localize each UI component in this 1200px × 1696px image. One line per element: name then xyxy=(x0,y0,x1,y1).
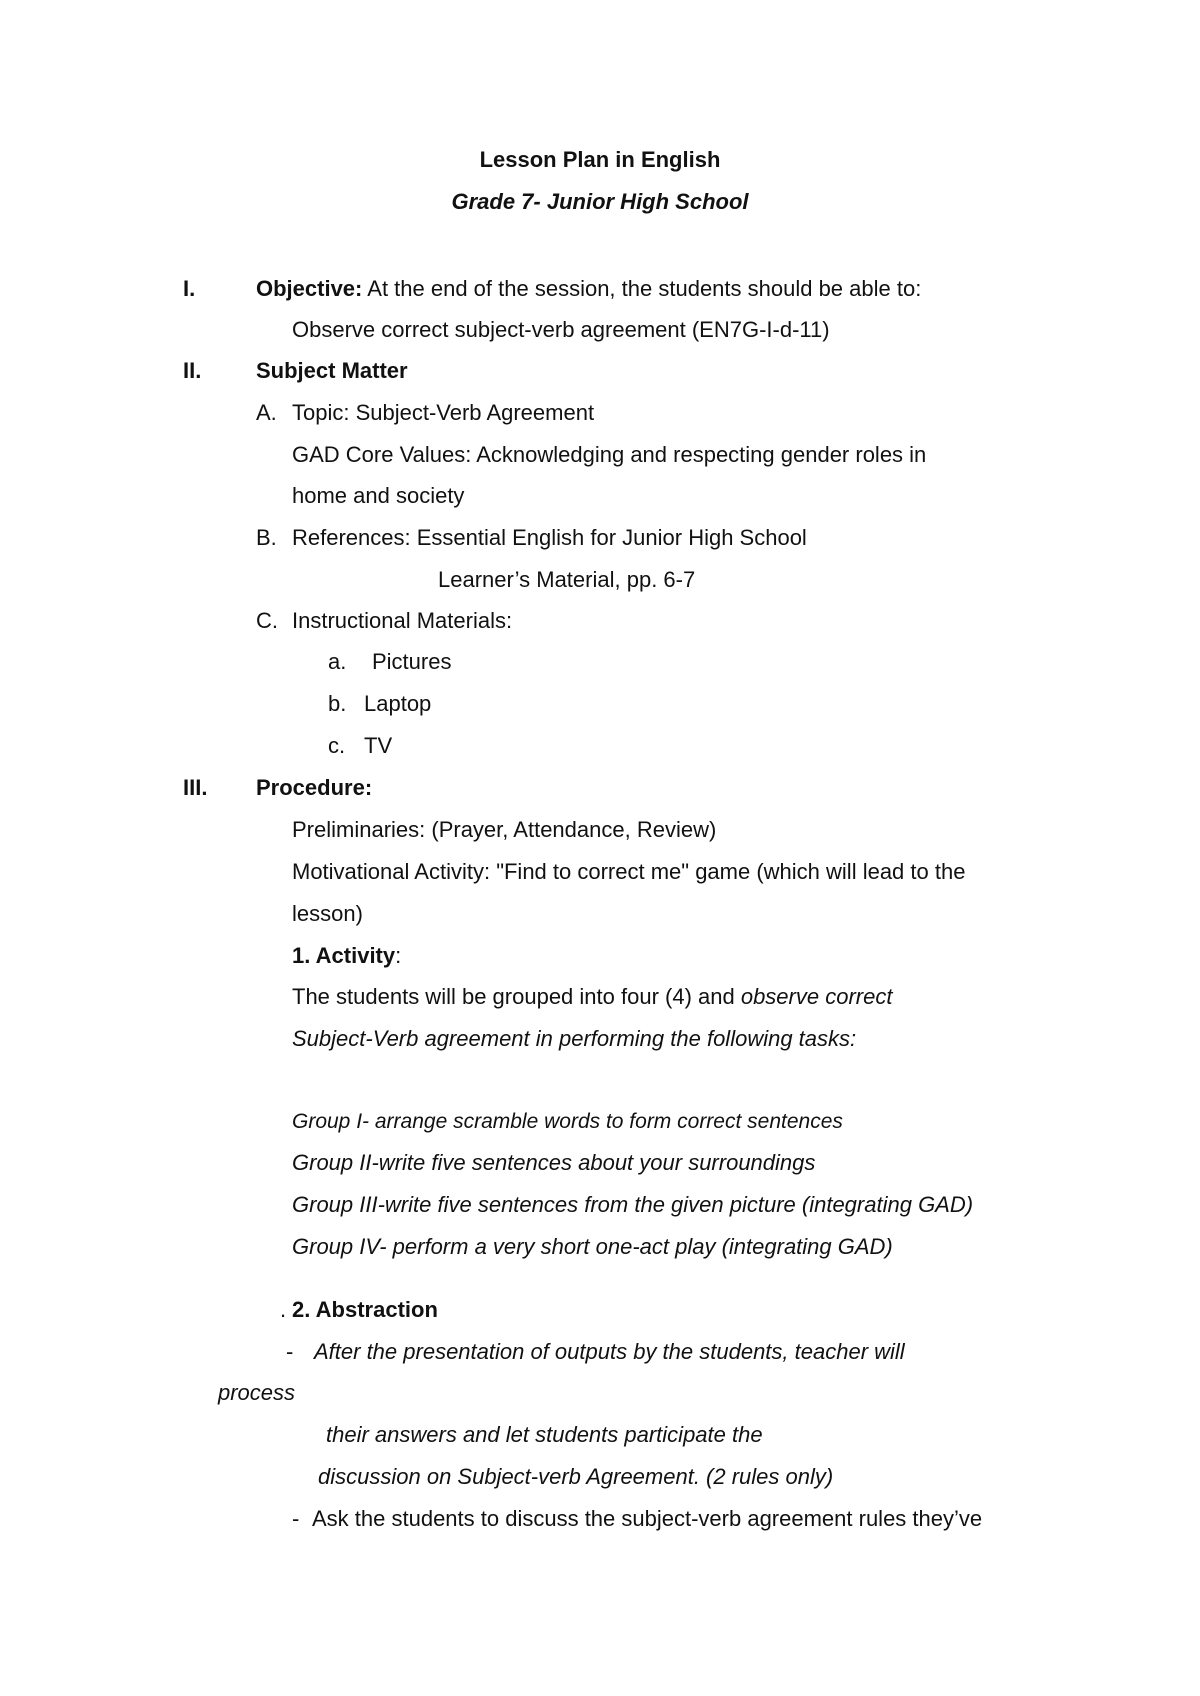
objective-text: At the end of the session, the students should be able to: xyxy=(362,276,922,301)
group-task: Group I- arrange scramble words to form correct sentences xyxy=(292,1110,843,1133)
procedure-heading: Procedure: xyxy=(256,775,373,800)
references-letter: B. xyxy=(256,525,277,550)
gad-values-line1: GAD Core Values: Acknowledging and respecting gender roles in xyxy=(292,442,927,467)
abstraction-heading: 2. Abstraction xyxy=(292,1297,438,1322)
objective-line xyxy=(256,275,921,303)
group-task: Group III-write five sentences from the given picture (integrating GAD) xyxy=(292,1192,974,1217)
activity-line1-italic: observe correct xyxy=(740,984,893,1009)
material-item-letter: b. xyxy=(328,691,347,716)
group-task: Group II-write five sentences about your surroundings xyxy=(292,1150,816,1175)
gad-values-line2: home and society xyxy=(292,483,465,508)
motivation-line1: Motivational Activity: "Find to correct me" game (which will lead to the xyxy=(292,859,966,884)
material-item: TV xyxy=(364,733,393,758)
objective-label: Objective: xyxy=(256,276,363,301)
abstraction-line3: their answers and let students participate the xyxy=(326,1422,763,1447)
section-numeral-objective: I. xyxy=(183,276,196,301)
material-item-letter: c. xyxy=(328,733,346,758)
material-item: Pictures xyxy=(372,649,452,674)
abstraction-line2: process xyxy=(218,1380,296,1405)
references-text: References: Essential English for Junior High School xyxy=(292,525,807,550)
page-subtitle: Grade 7- Junior High School xyxy=(451,189,749,214)
abstraction-dash: - xyxy=(292,1506,300,1531)
references-continued: Learner’s Material, pp. 6-7 xyxy=(438,567,696,592)
abstraction-line1: After the presentation of outputs by the students, teacher will xyxy=(314,1339,905,1364)
topic-text: Topic: Subject-Verb Agreement xyxy=(292,400,595,425)
group-task: Group IV- perform a very short one-act play (integrating GAD) xyxy=(292,1234,893,1259)
motivation-line2: lesson) xyxy=(292,901,363,926)
activity-heading: 1. Activity xyxy=(292,943,396,968)
abstraction-line5: Ask the students to discuss the subject-verb agreement rules they’ve xyxy=(312,1506,983,1531)
activity-colon: : xyxy=(395,943,402,968)
materials-heading: Instructional Materials: xyxy=(292,608,513,633)
abstraction-dot: . xyxy=(280,1297,287,1322)
activity-line2: Subject-Verb agreement in performing the following tasks: xyxy=(292,1026,857,1051)
topic-letter: A. xyxy=(256,400,277,425)
section-numeral-subject-matter: II. xyxy=(183,358,202,383)
preliminaries-text: Preliminaries: (Prayer, Attendance, Review) xyxy=(292,817,717,842)
material-item-letter: a. xyxy=(328,649,347,674)
activity-line1 xyxy=(292,983,892,1011)
abstraction-dash: - xyxy=(286,1339,294,1364)
activity-heading-line xyxy=(292,942,401,970)
materials-letter: C. xyxy=(256,608,278,633)
page-title: Lesson Plan in English xyxy=(479,147,721,172)
section-numeral-procedure: III. xyxy=(183,775,208,800)
activity-line1-plain: The students will be grouped into four (4) and xyxy=(292,984,741,1009)
subject-matter-heading: Subject Matter xyxy=(256,358,408,383)
abstraction-line4: discussion on Subject-verb Agreement. (2 rules only) xyxy=(318,1464,834,1489)
material-item: Laptop xyxy=(364,691,432,716)
objective-detail: Observe correct subject-verb agreement (EN7G-I-d-11) xyxy=(292,317,830,342)
